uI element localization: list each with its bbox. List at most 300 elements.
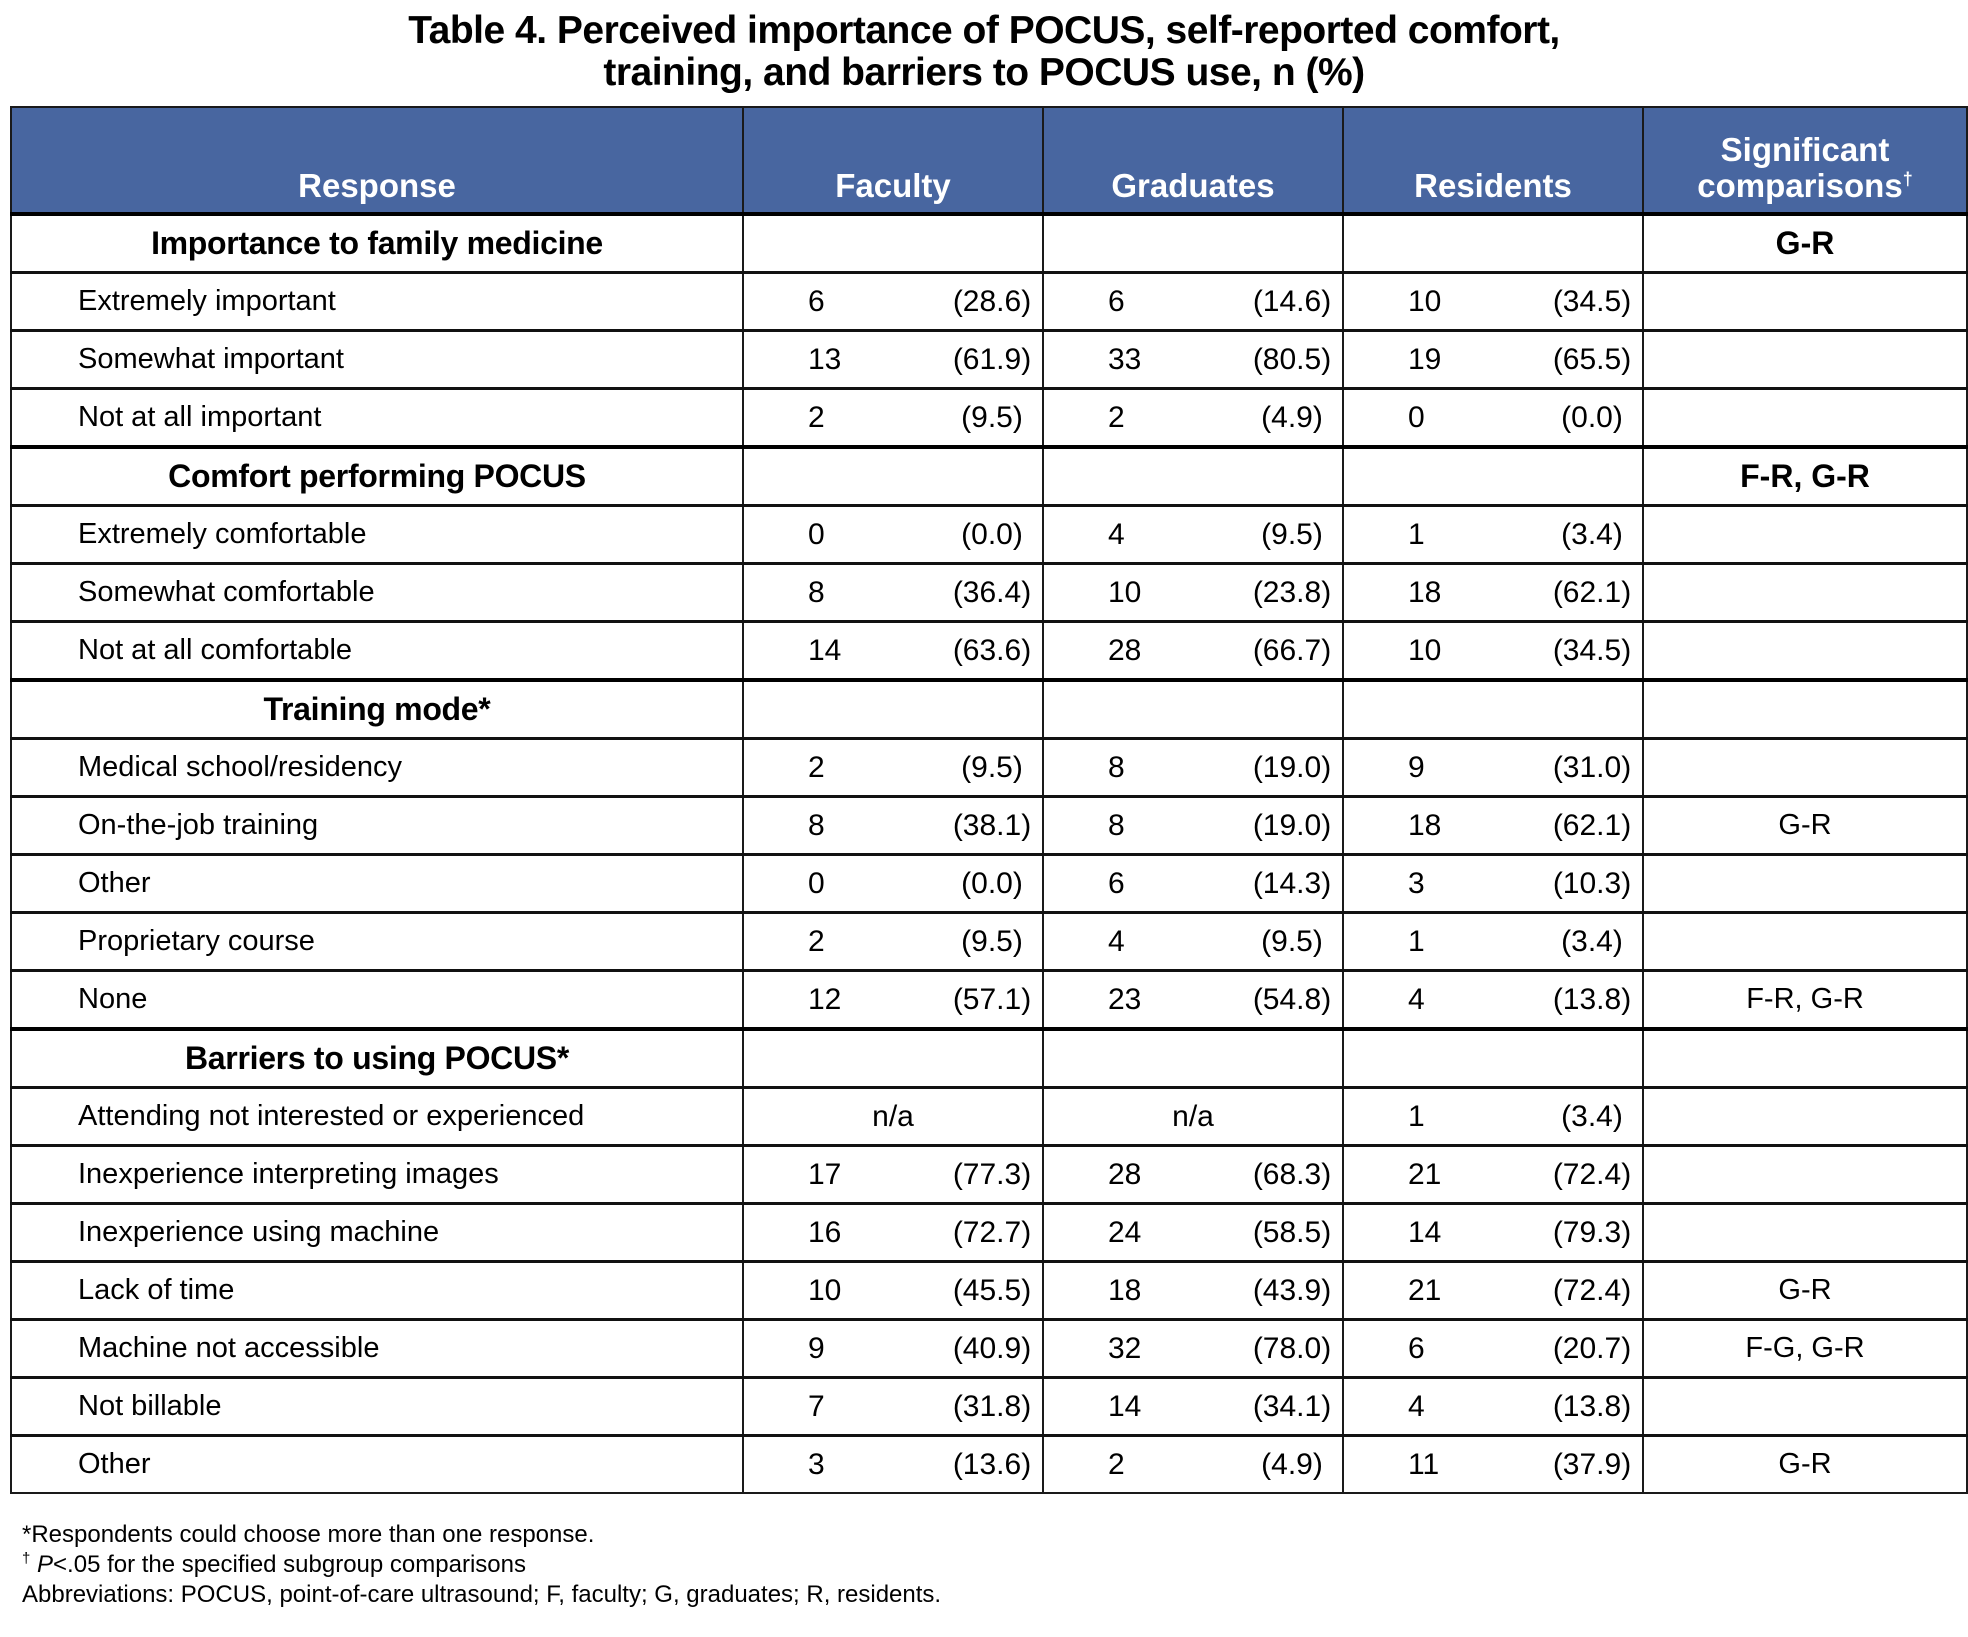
table-row [11, 1378, 1967, 1436]
row-label: Somewhat important [11, 331, 743, 389]
faculty-value-pair [744, 1321, 1042, 1376]
header-row [11, 107, 1967, 214]
graduates-value-pair [1044, 1205, 1342, 1260]
graduates-value-pair [1044, 1379, 1342, 1434]
graduates-count: 8 [1108, 750, 1125, 784]
cell-residents [1343, 855, 1643, 913]
footnote-dagger [22, 1550, 941, 1580]
faculty-count: 0 [808, 517, 825, 551]
section-label: Importance to family medicine [11, 214, 743, 273]
table-row [11, 1320, 1967, 1378]
section-header-row [11, 447, 1967, 506]
table-row [11, 622, 1967, 681]
faculty-percent: (13.6) [952, 1447, 1032, 1481]
faculty-value-pair [744, 740, 1042, 795]
graduates-percent: (19.0) [1252, 750, 1332, 784]
section-significant-comparisons [1643, 680, 1967, 739]
cell-faculty [743, 273, 1043, 331]
residents-percent: (34.5) [1552, 284, 1632, 318]
table-row [11, 331, 1967, 389]
graduates-percent: (78.0) [1252, 1331, 1332, 1365]
table-row [11, 739, 1967, 797]
row-label: On-the-job training [11, 797, 743, 855]
residents-count: 11 [1408, 1447, 1440, 1481]
row-label: Lack of time [11, 1262, 743, 1320]
residents-value-pair [1344, 332, 1642, 387]
faculty-value-pair [744, 972, 1042, 1027]
residents-value-pair [1344, 856, 1642, 911]
graduates-value-pair [1044, 856, 1342, 911]
dagger-marker: † [1902, 169, 1913, 189]
graduates-count: 4 [1108, 924, 1125, 958]
graduates-value-pair [1044, 332, 1342, 387]
cell-faculty [743, 1320, 1043, 1378]
table-row [11, 506, 1967, 564]
cell-graduates [1043, 622, 1343, 681]
section-label: Barriers to using POCUS* [11, 1029, 743, 1088]
table-title [0, 10, 1968, 94]
section-header-row [11, 1029, 1967, 1088]
graduates-count: 2 [1108, 400, 1125, 434]
column-header-significant-comparisons [1643, 107, 1967, 214]
faculty-value-pair [744, 1379, 1042, 1434]
section-empty-graduates [1043, 447, 1343, 506]
faculty-count: 8 [808, 808, 825, 842]
graduates-percent: (68.3) [1252, 1157, 1332, 1191]
cell-graduates [1043, 1204, 1343, 1262]
faculty-value-pair [744, 856, 1042, 911]
cell-residents [1343, 1320, 1643, 1378]
residents-value-pair [1344, 623, 1642, 678]
graduates-percent: (9.5) [1261, 924, 1323, 958]
row-significant-comparisons [1643, 1146, 1967, 1204]
residents-percent: (62.1) [1552, 575, 1632, 609]
cell-faculty [743, 1262, 1043, 1320]
faculty-count: 2 [808, 750, 825, 784]
residents-count: 6 [1408, 1331, 1425, 1365]
faculty-count: 7 [808, 1389, 825, 1423]
faculty-count: 2 [808, 924, 825, 958]
cell-faculty [743, 622, 1043, 681]
faculty-percent: (31.8) [952, 1389, 1032, 1423]
graduates-percent: (4.9) [1261, 400, 1323, 434]
faculty-count: 6 [808, 284, 825, 318]
residents-percent: (3.4) [1561, 924, 1623, 958]
residents-value-pair [1344, 1089, 1642, 1144]
residents-percent: (13.8) [1552, 982, 1632, 1016]
section-empty-graduates [1043, 680, 1343, 739]
faculty-value-pair [744, 507, 1042, 562]
residents-count: 1 [1408, 924, 1425, 958]
table-row [11, 971, 1967, 1030]
residents-value-pair [1344, 914, 1642, 969]
residents-percent: (34.5) [1552, 633, 1632, 667]
row-label: Attending not interested or experienced [11, 1088, 743, 1146]
cell-graduates [1043, 1436, 1343, 1494]
graduates-count: 33 [1108, 342, 1142, 376]
cell-residents [1343, 506, 1643, 564]
faculty-count: 0 [808, 866, 825, 900]
residents-value-pair [1344, 1205, 1642, 1260]
residents-value-pair [1344, 972, 1642, 1027]
faculty-percent: (45.5) [952, 1273, 1032, 1307]
faculty-percent: (0.0) [961, 517, 1023, 551]
residents-percent: (10.3) [1552, 866, 1632, 900]
cell-residents [1343, 971, 1643, 1030]
table-row [11, 389, 1967, 448]
cell-faculty [743, 1146, 1043, 1204]
graduates-percent: (34.1) [1252, 1389, 1332, 1423]
residents-value-pair [1344, 740, 1642, 795]
footnote-dagger-text: <.05 for the specified subgroup comparisons [53, 1551, 526, 1578]
footnote-abbreviations: Abbreviations: POCUS, point-of-care ultrasound; F, faculty; G, graduates; R, residents. [22, 1581, 942, 1608]
graduates-value-pair [1044, 1263, 1342, 1318]
residents-percent: (72.4) [1552, 1273, 1632, 1307]
cell-faculty [743, 1436, 1043, 1494]
residents-percent: (37.9) [1552, 1447, 1632, 1481]
graduates-percent: (14.6) [1252, 284, 1332, 318]
graduates-count: 4 [1108, 517, 1125, 551]
faculty-count: 9 [808, 1331, 825, 1365]
row-significant-comparisons [1643, 506, 1967, 564]
faculty-value-pair [744, 1437, 1042, 1492]
cell-graduates [1043, 797, 1343, 855]
cell-residents [1343, 1204, 1643, 1262]
row-significant-comparisons [1643, 855, 1967, 913]
residents-count: 3 [1408, 866, 1425, 900]
cell-faculty [743, 506, 1043, 564]
significant-header-line-2 [1644, 168, 1966, 204]
graduates-value-pair [1044, 740, 1342, 795]
column-header-response: Response [11, 107, 743, 214]
cell-residents [1343, 273, 1643, 331]
residents-value-pair [1344, 1321, 1642, 1376]
residents-value-pair [1344, 274, 1642, 329]
graduates-percent: (9.5) [1261, 517, 1323, 551]
column-header-graduates: Graduates [1043, 107, 1343, 214]
section-empty-residents [1343, 214, 1643, 273]
section-label: Training mode* [11, 680, 743, 739]
cell-faculty [743, 739, 1043, 797]
footnote-p-symbol: P [37, 1551, 54, 1578]
faculty-percent: (61.9) [952, 342, 1032, 376]
faculty-value-pair [744, 1263, 1042, 1318]
table-row [11, 1262, 1967, 1320]
cell-residents [1343, 1262, 1643, 1320]
section-empty-faculty [743, 1029, 1043, 1088]
faculty-value-pair [744, 798, 1042, 853]
row-label: Inexperience interpreting images [11, 1146, 743, 1204]
faculty-percent: (38.1) [952, 808, 1032, 842]
faculty-percent: (9.5) [961, 400, 1023, 434]
cell-graduates [1043, 913, 1343, 971]
graduates-percent: (14.3) [1252, 866, 1332, 900]
section-empty-residents [1343, 680, 1643, 739]
row-significant-comparisons [1643, 564, 1967, 622]
section-empty-graduates [1043, 214, 1343, 273]
cell-graduates [1043, 739, 1343, 797]
faculty-value-pair [744, 914, 1042, 969]
row-label: Proprietary course [11, 913, 743, 971]
residents-value-pair [1344, 1379, 1642, 1434]
faculty-count: 12 [808, 982, 842, 1016]
section-empty-graduates [1043, 1029, 1343, 1088]
faculty-percent: (72.7) [952, 1215, 1032, 1249]
residents-percent: (3.4) [1561, 517, 1623, 551]
graduates-percent: (43.9) [1252, 1273, 1332, 1307]
residents-count: 4 [1408, 982, 1425, 1016]
table-row [11, 913, 1967, 971]
graduates-value-pair [1044, 565, 1342, 620]
residents-value-pair [1344, 1437, 1642, 1492]
cell-residents [1343, 739, 1643, 797]
cell-faculty [743, 564, 1043, 622]
graduates-count: 10 [1108, 575, 1142, 609]
residents-count: 10 [1408, 284, 1442, 318]
footnote-dagger-mark: † [22, 1550, 31, 1567]
faculty-count: 10 [808, 1273, 842, 1307]
faculty-percent: (57.1) [952, 982, 1032, 1016]
residents-value-pair [1344, 798, 1642, 853]
cell-faculty [743, 971, 1043, 1030]
graduates-count: 28 [1108, 633, 1142, 667]
footnotes [22, 1520, 941, 1610]
faculty-value-pair [744, 1205, 1042, 1260]
row-label: Machine not accessible [11, 1320, 743, 1378]
graduates-count: 24 [1108, 1215, 1142, 1249]
graduates-percent: (58.5) [1252, 1215, 1332, 1249]
graduates-count: 18 [1108, 1273, 1142, 1307]
faculty-percent: (9.5) [961, 750, 1023, 784]
residents-value-pair [1344, 390, 1642, 445]
row-label: Extremely important [11, 273, 743, 331]
graduates-value-pair [1044, 623, 1342, 678]
row-significant-comparisons: F-R, G-R [1643, 971, 1967, 1030]
graduates-percent: (66.7) [1252, 633, 1332, 667]
graduates-count: 14 [1108, 1389, 1142, 1423]
row-label: None [11, 971, 743, 1030]
faculty-percent: (40.9) [952, 1331, 1032, 1365]
cell-graduates [1043, 1262, 1343, 1320]
row-significant-comparisons [1643, 273, 1967, 331]
column-header-residents: Residents [1343, 107, 1643, 214]
section-significant-comparisons [1643, 1029, 1967, 1088]
row-label: Not at all comfortable [11, 622, 743, 681]
row-significant-comparisons [1643, 913, 1967, 971]
faculty-value-pair [744, 623, 1042, 678]
cell-faculty [743, 797, 1043, 855]
graduates-count: 6 [1108, 284, 1125, 318]
cell-graduates [1043, 971, 1343, 1030]
residents-count: 14 [1408, 1215, 1442, 1249]
cell-residents [1343, 1436, 1643, 1494]
cell-residents [1343, 622, 1643, 681]
table-row [11, 564, 1967, 622]
graduates-count: 32 [1108, 1331, 1142, 1365]
residents-count: 9 [1408, 750, 1425, 784]
graduates-percent: (80.5) [1252, 342, 1332, 376]
residents-value-pair [1344, 507, 1642, 562]
faculty-percent: (9.5) [961, 924, 1023, 958]
cell-faculty [743, 389, 1043, 448]
cell-residents [1343, 331, 1643, 389]
row-label: Not at all important [11, 389, 743, 448]
cell-residents [1343, 1378, 1643, 1436]
table-row [11, 855, 1967, 913]
faculty-percent: (77.3) [952, 1157, 1032, 1191]
cell-residents [1343, 797, 1643, 855]
residents-count: 10 [1408, 633, 1442, 667]
faculty-percent: (28.6) [952, 284, 1032, 318]
row-significant-comparisons [1643, 1378, 1967, 1436]
cell-faculty [743, 1378, 1043, 1436]
cell-graduates [1043, 389, 1343, 448]
table-row [11, 1436, 1967, 1494]
residents-count: 1 [1408, 1099, 1425, 1133]
table-body [11, 214, 1967, 1493]
row-label: Somewhat comfortable [11, 564, 743, 622]
section-label: Comfort performing POCUS [11, 447, 743, 506]
column-header-faculty: Faculty [743, 107, 1043, 214]
faculty-count: 2 [808, 400, 825, 434]
row-label: Extremely comfortable [11, 506, 743, 564]
cell-graduates [1043, 1320, 1343, 1378]
residents-count: 18 [1408, 575, 1442, 609]
graduates-count: 6 [1108, 866, 1125, 900]
table-row [11, 1204, 1967, 1262]
faculty-count: 14 [808, 633, 842, 667]
cell-faculty [743, 855, 1043, 913]
residents-percent: (65.5) [1552, 342, 1632, 376]
faculty-percent: (36.4) [952, 575, 1032, 609]
row-significant-comparisons [1643, 389, 1967, 448]
residents-percent: (13.8) [1552, 1389, 1632, 1423]
row-label: Other [11, 1436, 743, 1494]
residents-count: 21 [1408, 1157, 1442, 1191]
graduates-percent: (54.8) [1252, 982, 1332, 1016]
faculty-count: 16 [808, 1215, 842, 1249]
residents-count: 4 [1408, 1389, 1425, 1423]
row-significant-comparisons [1643, 1088, 1967, 1146]
graduates-count: 28 [1108, 1157, 1142, 1191]
graduates-value-pair [1044, 1321, 1342, 1376]
faculty-count: 3 [808, 1447, 825, 1481]
graduates-value-pair [1044, 390, 1342, 445]
graduates-value-pair [1044, 914, 1342, 969]
faculty-value-pair [744, 274, 1042, 329]
cell-graduates [1043, 273, 1343, 331]
section-header-row [11, 680, 1967, 739]
significant-header-line-1: Significant [1720, 131, 1890, 168]
faculty-value-pair [744, 1147, 1042, 1202]
residents-percent: (62.1) [1552, 808, 1632, 842]
row-significant-comparisons: G-R [1643, 797, 1967, 855]
row-label: Not billable [11, 1378, 743, 1436]
graduates-value-pair [1044, 507, 1342, 562]
faculty-count: 13 [808, 342, 842, 376]
cell-residents [1343, 564, 1643, 622]
section-empty-faculty [743, 680, 1043, 739]
cell-faculty [743, 1204, 1043, 1262]
cell-graduates [1043, 331, 1343, 389]
row-significant-comparisons [1643, 739, 1967, 797]
residents-count: 21 [1408, 1273, 1442, 1307]
cell-residents [1343, 1088, 1643, 1146]
graduates-percent: (23.8) [1252, 575, 1332, 609]
section-significant-comparisons: F-R, G-R [1643, 447, 1967, 506]
section-empty-residents [1343, 1029, 1643, 1088]
cell-graduates [1043, 506, 1343, 564]
graduates-percent: (19.0) [1252, 808, 1332, 842]
row-significant-comparisons: G-R [1643, 1262, 1967, 1320]
table-title-line-1: Table 4. Perceived importance of POCUS, self-reported comfort, [408, 9, 1560, 52]
cell-faculty [743, 913, 1043, 971]
cell-faculty-na: n/a [743, 1088, 1043, 1146]
residents-percent: (0.0) [1561, 400, 1623, 434]
cell-graduates-na: n/a [1043, 1088, 1343, 1146]
residents-percent: (31.0) [1552, 750, 1632, 784]
section-empty-residents [1343, 447, 1643, 506]
residents-value-pair [1344, 565, 1642, 620]
faculty-percent: (0.0) [961, 866, 1023, 900]
row-significant-comparisons [1643, 331, 1967, 389]
footnote-asterisk: *Respondents could choose more than one response. [22, 1521, 595, 1548]
residents-percent: (3.4) [1561, 1099, 1623, 1133]
cell-graduates [1043, 1146, 1343, 1204]
table-row [11, 1146, 1967, 1204]
residents-count: 19 [1408, 342, 1442, 376]
graduates-value-pair [1044, 1147, 1342, 1202]
graduates-percent: (4.9) [1261, 1447, 1323, 1481]
faculty-count: 8 [808, 575, 825, 609]
residents-count: 18 [1408, 808, 1442, 842]
residents-value-pair [1344, 1263, 1642, 1318]
faculty-percent: (63.6) [952, 633, 1032, 667]
cell-graduates [1043, 1378, 1343, 1436]
residents-count: 1 [1408, 517, 1425, 551]
cell-faculty [743, 331, 1043, 389]
graduates-value-pair [1044, 1437, 1342, 1492]
row-significant-comparisons: G-R [1643, 1436, 1967, 1494]
row-significant-comparisons [1643, 622, 1967, 681]
residents-value-pair [1344, 1147, 1642, 1202]
section-header-row [11, 214, 1967, 273]
table-title-line-2: training, and barriers to POCUS use, n (%) [603, 51, 1365, 94]
section-significant-comparisons: G-R [1643, 214, 1967, 273]
faculty-value-pair [744, 332, 1042, 387]
table-row [11, 1088, 1967, 1146]
graduates-count: 8 [1108, 808, 1125, 842]
residents-count: 0 [1408, 400, 1425, 434]
graduates-value-pair [1044, 274, 1342, 329]
cell-graduates [1043, 564, 1343, 622]
significant-header-text: comparisons [1697, 167, 1903, 204]
cell-residents [1343, 913, 1643, 971]
row-label: Medical school/residency [11, 739, 743, 797]
graduates-count: 23 [1108, 982, 1142, 1016]
row-label: Inexperience using machine [11, 1204, 743, 1262]
residents-percent: (72.4) [1552, 1157, 1632, 1191]
row-significant-comparisons: F-G, G-R [1643, 1320, 1967, 1378]
section-empty-faculty [743, 214, 1043, 273]
cell-graduates [1043, 855, 1343, 913]
faculty-value-pair [744, 565, 1042, 620]
faculty-count: 17 [808, 1157, 842, 1191]
results-table [10, 106, 1968, 1494]
residents-percent: (79.3) [1552, 1215, 1632, 1249]
table-row [11, 273, 1967, 331]
graduates-count: 2 [1108, 1447, 1125, 1481]
